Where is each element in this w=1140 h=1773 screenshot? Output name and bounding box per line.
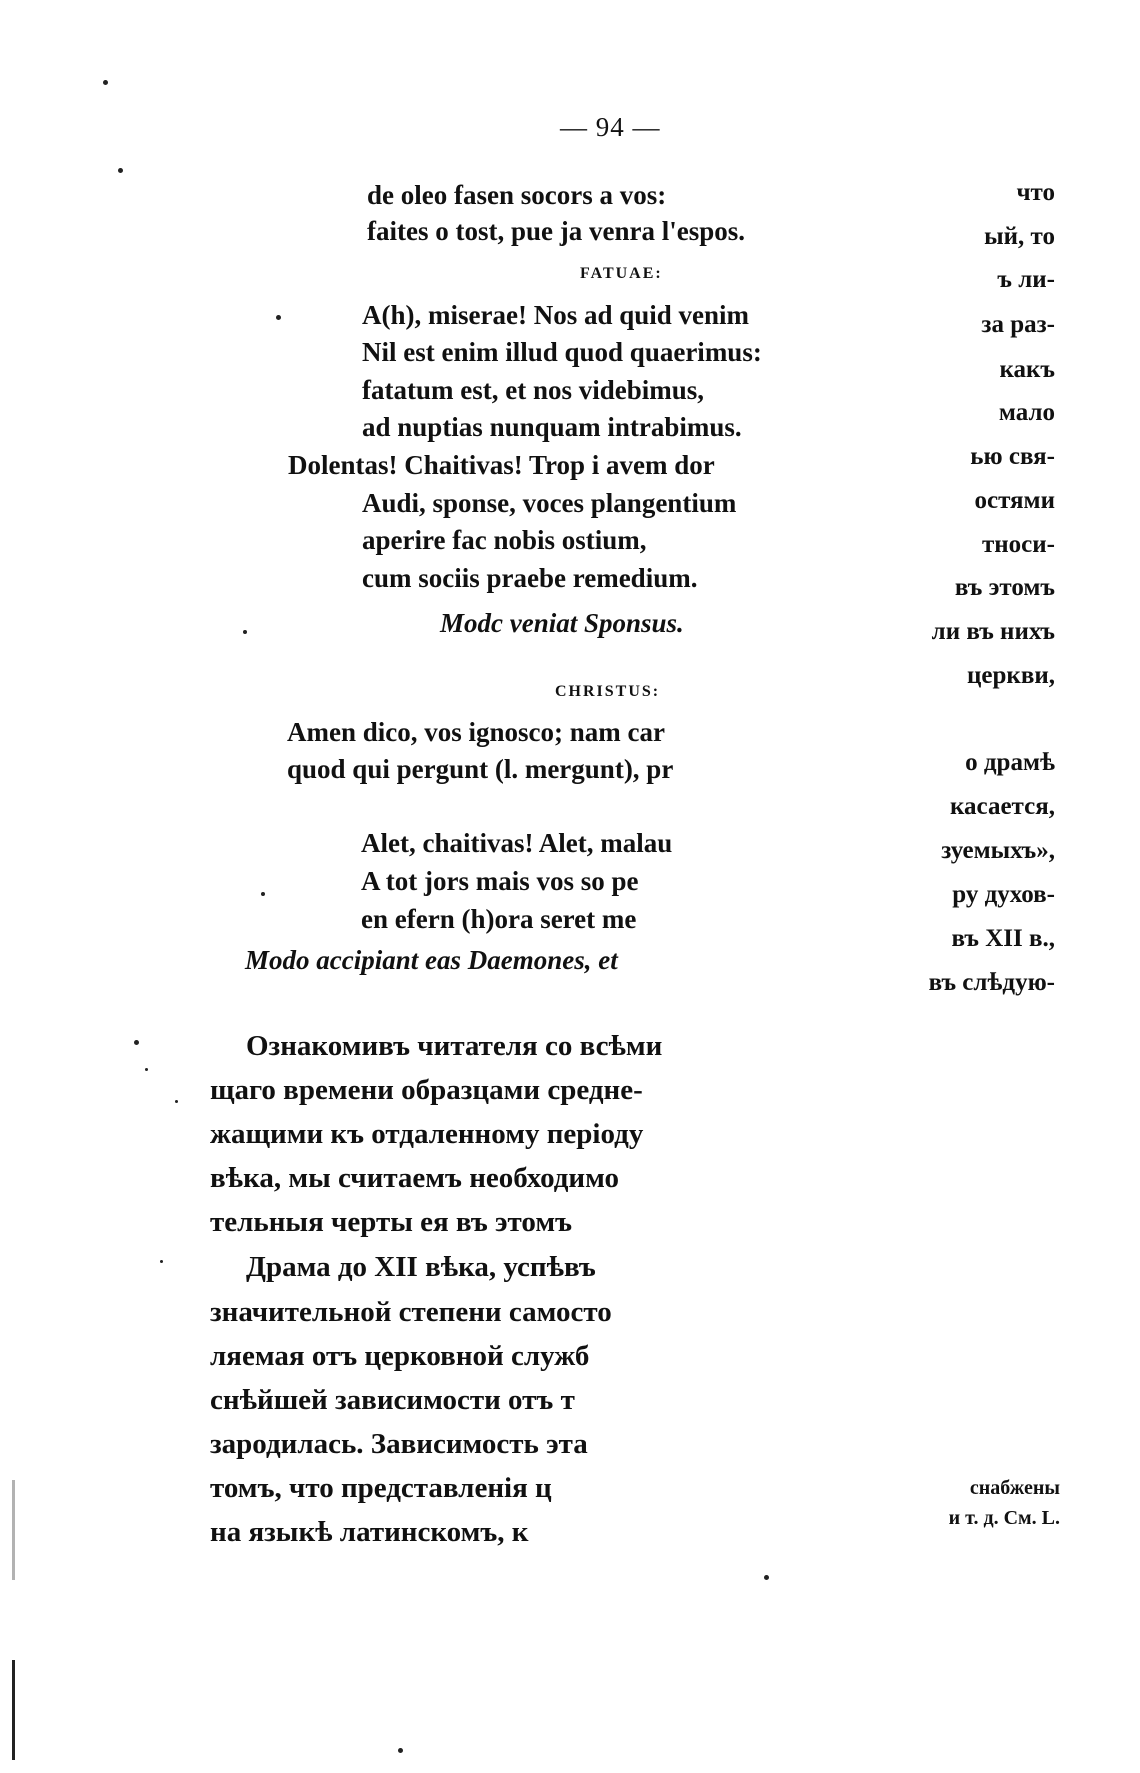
fatuae-line-8: cum sociis praebe remedium. xyxy=(362,563,698,593)
christus-line-1: Amen dico, vos ignosco; nam car xyxy=(287,717,665,747)
footnote-bleed-line-1: снабжены xyxy=(969,1477,1060,1499)
fatuae-line-1: A(h), miserae! Nos ad quid venim xyxy=(362,300,750,330)
bleed-line-4: за раз- xyxy=(981,311,1055,338)
commentary-p2-line-1: Драма до XII вѣка, успѣвъ xyxy=(246,1251,596,1283)
final-line-2: A tot jors mais vos so pe xyxy=(361,866,639,896)
scan-speck xyxy=(103,80,108,85)
final-line-1: Alet, chaitivas! Alet, malau xyxy=(361,828,673,858)
commentary-p2-line-4: снѣйшей зависимости отъ т xyxy=(210,1384,575,1416)
commentary-p1-line-5: тельныя черты ея въ этомъ xyxy=(210,1206,573,1238)
christus-line-2: quod qui pergunt (l. mergunt), pr xyxy=(287,754,674,784)
speaker-header-fatuae: FATUAE: xyxy=(580,265,663,282)
bleed-line-7: ью свя- xyxy=(970,443,1055,470)
scan-speck xyxy=(261,892,265,896)
commentary-p1-line-3: жащими къ отдаленному періоду xyxy=(210,1118,644,1150)
binding-edge-mark xyxy=(12,1480,15,1580)
scan-speck xyxy=(243,630,247,634)
scan-speck xyxy=(175,1100,178,1103)
bleed-line-18: въ слѣдую- xyxy=(928,969,1055,996)
bleed-line-12: церкви, xyxy=(967,662,1055,689)
commentary-p1-line-4: вѣка, мы считаемъ необходимо xyxy=(210,1162,620,1194)
bleed-line-5: какъ xyxy=(999,356,1055,383)
scan-speck xyxy=(118,168,123,173)
commentary-p1-line-1: Ознакомивъ читателя со всѣми xyxy=(246,1030,663,1062)
stage-direction-2: Modo accipiant eas Daemones, et xyxy=(245,945,618,975)
bleed-line-3: ъ ли- xyxy=(997,266,1055,293)
fatuae-line-2: Nil est enim illud quod quaerimus: xyxy=(362,337,762,367)
commentary-p2-line-3: ляемая отъ церковной служб xyxy=(210,1340,590,1372)
bleed-line-16: ру духов- xyxy=(952,881,1055,908)
intro-line-2: faites o tost, pue ja venra l'espos. xyxy=(367,216,745,246)
scan-speck xyxy=(145,1068,148,1071)
fatuae-line-7: aperire fac nobis ostium, xyxy=(362,525,647,555)
page-number: — 94 — xyxy=(560,112,661,142)
stage-direction-1: Modc veniat Sponsus. xyxy=(440,608,684,638)
commentary-p2-line-5: зародилась. Зависимость эта xyxy=(210,1428,588,1460)
bleed-line-9: тноси- xyxy=(981,531,1055,558)
bleed-line-6: мало xyxy=(998,399,1055,426)
fatuae-line-5: Dolentas! Chaitivas! Trop i avem dor xyxy=(288,450,715,480)
footnote-bleed-line-2: и т. д. См. L. xyxy=(948,1507,1060,1529)
scan-speck xyxy=(160,1260,163,1263)
commentary-p2-line-6: томъ, что представленія ц xyxy=(210,1472,552,1504)
bleed-line-1: что xyxy=(1016,179,1055,206)
commentary-p2-line-7: на языкѣ латинскомъ, к xyxy=(210,1516,529,1548)
speaker-header-christus: CHRISTUS: xyxy=(555,683,661,700)
bleed-line-11: ли въ нихъ xyxy=(931,618,1055,645)
bleed-line-8: остями xyxy=(974,487,1055,514)
final-line-3: en efern (h)ora seret me xyxy=(361,904,637,934)
binding-edge-mark xyxy=(12,1660,15,1760)
fatuae-line-3: fatatum est, et nos videbimus, xyxy=(362,375,704,405)
scan-speck xyxy=(134,1040,139,1045)
scan-speck xyxy=(398,1748,403,1753)
commentary-p1-line-2: щаго времени образцами средне- xyxy=(210,1074,643,1106)
commentary-p2-line-2: значительной степени самосто xyxy=(210,1296,612,1328)
scan-speck xyxy=(764,1575,769,1580)
bleed-line-13: о драмѣ xyxy=(965,749,1055,776)
bleed-line-17: въ XII в., xyxy=(951,925,1055,952)
bleed-line-15: зуемыхъ», xyxy=(941,837,1055,864)
intro-line-1: de oleo fasen socors a vos: xyxy=(367,180,667,210)
scan-speck xyxy=(276,315,281,320)
fatuae-line-4: ad nuptias nunquam intrabimus. xyxy=(362,412,742,442)
fatuae-line-6: Audi, sponse, voces plangentium xyxy=(362,488,737,518)
bleed-line-14: касается, xyxy=(950,793,1055,820)
bleed-line-10: въ этомъ xyxy=(954,574,1055,601)
bleed-line-2: ый, то xyxy=(984,223,1055,250)
